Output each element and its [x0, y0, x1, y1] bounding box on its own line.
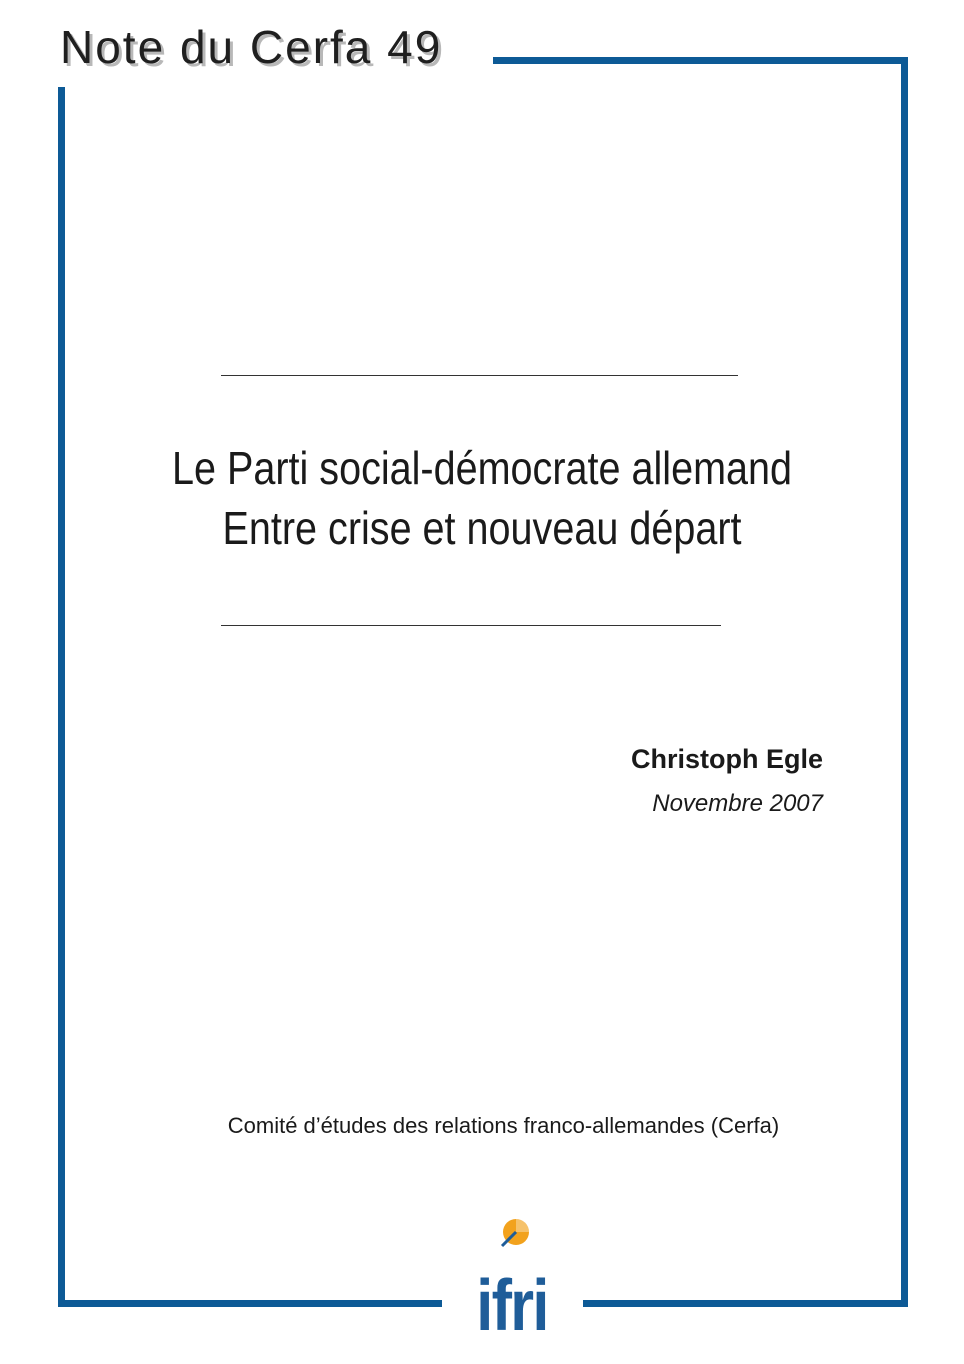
- committee-name: Comité d’études des relations franco-allemandes (Cerfa): [227, 1113, 780, 1138]
- frame-bottom-right-line: [583, 1300, 908, 1307]
- bottom-rule: [221, 625, 721, 626]
- svg-text:ifri: ifri: [476, 1266, 548, 1344]
- frame-bottom-left-line: [58, 1300, 442, 1307]
- series-title: Note du Cerfa 49: [60, 21, 443, 73]
- main-title-line-2: Entre crise et nouveau départ: [222, 502, 742, 554]
- main-title-line-1: Le Parti social-démocrate allemand: [171, 442, 793, 494]
- publication-date: Novembre 2007: [652, 790, 823, 817]
- main-title: [153, 438, 810, 558]
- top-rule: [221, 375, 738, 376]
- ifri-logo-graphic: [456, 1212, 568, 1344]
- frame-top-line: [493, 57, 908, 64]
- ifri-logo: [456, 1212, 568, 1344]
- author-name: Christoph Egle: [630, 744, 823, 774]
